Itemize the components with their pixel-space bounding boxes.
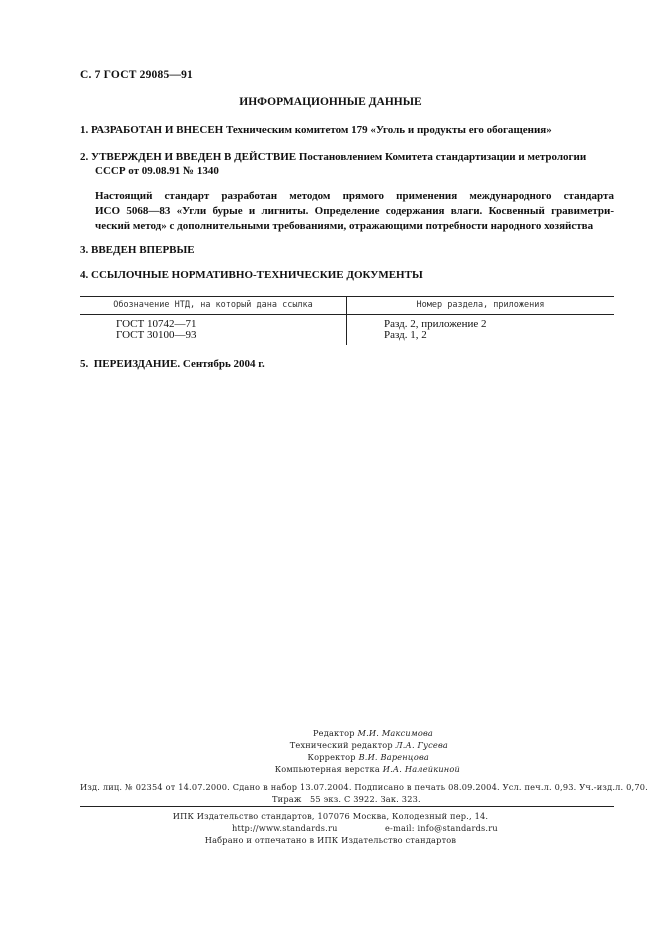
section-4 <box>80 268 423 283</box>
publisher-website: http://www.standards.ru <box>232 823 338 833</box>
imprint-publication-details: Изд. лиц. № 02354 от 14.07.2000. Сдано в набор 13.07.2004. Подписано в печать 08.09.2004. Усл. печ.л. 0,93. Уч.-изд.л. 0,70. <box>80 782 648 792</box>
table-header-row <box>80 297 614 315</box>
document-cell <box>80 315 347 346</box>
document-title: ИНФОРМАЦИОННЫЕ ДАННЫЕ <box>239 96 422 108</box>
editor-label: Редактор <box>312 728 355 738</box>
tech-editor-name: Л.А. Гусева <box>395 740 448 750</box>
paragraph-line: Настоящий стандарт разработан методом прямого применения международного стандарта <box>95 190 614 202</box>
section-1-heading: РАЗРАБОТАН И ВНЕСЕН <box>91 124 224 136</box>
publisher-email: e-mail: info@standards.ru <box>385 823 498 833</box>
editor-name: М.И. Максимова <box>357 728 433 738</box>
section-2-text: Постановлением Комитета стандартизации и метрологии <box>298 151 587 163</box>
footer-divider <box>80 806 614 807</box>
section-2 <box>80 150 586 165</box>
section-ref: Разд. 2, приложение 2 <box>384 318 487 330</box>
page-header: С. 7 ГОСТ 29085—91 <box>80 69 193 81</box>
imprint-tech-editor <box>290 740 448 750</box>
paragraph-line: ческий метод» с дополнительными требованиями, отражающими потребности народного хозяйства <box>95 220 594 232</box>
column-header-document: Обозначение НТД, на который дана ссылка <box>80 297 347 315</box>
paragraph-line: ИСО 5068—83 «Угли бурые и лигниты. Определение содержания влаги. Косвенный гравиметри- <box>95 205 614 217</box>
section-ref: Разд. 1, 2 <box>384 329 427 341</box>
document-ref: ГОСТ 30100—93 <box>116 329 197 341</box>
section-1 <box>80 123 552 138</box>
section-1-text: Техническим комитетом 179 «Уголь и продукты его обогащения» <box>225 124 552 136</box>
imprint-layout <box>275 764 460 774</box>
section-3-heading: ВВЕДЕН ВПЕРВЫЕ <box>91 244 195 256</box>
section-5 <box>80 358 265 370</box>
standard-note-paragraph <box>95 189 614 234</box>
publisher-printing-note: Набрано и отпечатано в ИПК Издательство стандартов <box>204 835 457 845</box>
table-row <box>80 315 614 346</box>
proofreader-label: Корректор <box>307 752 356 762</box>
publisher-address: ИПК Издательство стандартов, 107076 Москва, Колодезный пер., 14. <box>172 811 489 821</box>
layout-name: И.А. Налейкиной <box>382 764 460 774</box>
section-5-number: 5. <box>80 358 89 370</box>
section-4-number: 4. <box>80 269 89 281</box>
imprint-editor <box>313 728 433 738</box>
section-4-heading: ССЫЛОЧНЫЕ НОРМАТИВНО-ТЕХНИЧЕСКИЕ ДОКУМЕНТЫ <box>91 269 423 281</box>
section-3-number: 3. <box>80 244 89 256</box>
section-1-number: 1. <box>80 124 89 136</box>
section-5-heading: ПЕРЕИЗДАНИЕ. <box>93 358 181 370</box>
section-2-continuation: СССР от 09.08.91 № 1340 <box>95 165 219 177</box>
section-cell <box>347 315 615 346</box>
layout-label: Компьютерная верстка <box>274 764 380 774</box>
section-2-heading: УТВЕРЖДЕН И ВВЕДЕН В ДЕЙСТВИЕ <box>91 151 297 163</box>
proofreader-name: В.И. Варенцова <box>358 752 429 762</box>
imprint-print-run: Тираж 55 экз. С 3922. Зак. 323. <box>272 794 421 804</box>
tech-editor-label: Технический редактор <box>289 740 393 750</box>
section-3 <box>80 243 195 258</box>
reference-documents-table <box>80 296 614 345</box>
section-2-number: 2. <box>80 151 89 163</box>
column-header-section: Номер раздела, приложения <box>347 297 615 315</box>
section-5-text: Сентябрь 2004 г. <box>182 358 265 370</box>
document-ref: ГОСТ 10742—71 <box>116 318 197 330</box>
imprint-proofreader <box>308 752 429 762</box>
